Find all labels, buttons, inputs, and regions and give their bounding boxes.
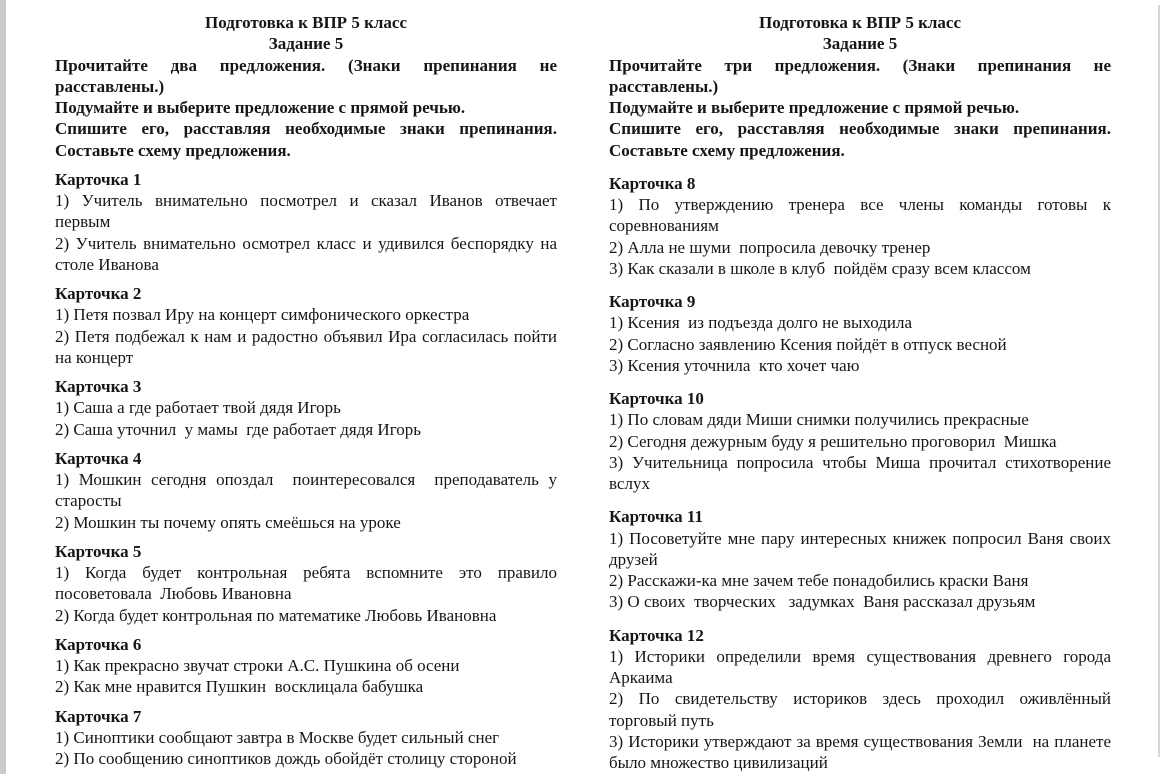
card-title: Карточка 8 (609, 173, 696, 193)
card-item: 2) Согласно заявлению Ксения пойдёт в отпуск весной (609, 334, 1007, 354)
card-item: 2) Алла не шуми попросила девочку тренер (609, 237, 931, 257)
card-item: 2) По свидетельству историков здесь проходил оживлённый торговый путь (609, 689, 1116, 730)
card-title: Карточка 2 (55, 284, 142, 303)
card-item: 1) По утверждению тренера все члены команды готовы к соревнованиям (609, 195, 1116, 236)
card-5 (55, 541, 562, 626)
card-item: 2) Учитель внимательно осмотрел класс и удивился беспорядку на столе Иванова (55, 233, 562, 274)
card-10 (609, 388, 1116, 494)
worksheet-column-left (55, 12, 562, 773)
card-title: Карточка 7 (55, 706, 142, 726)
card-item: 2) Расскажи-ка мне зачем тебе понадобились краски Ваня (609, 571, 1029, 590)
card-item: 3) Ксения уточнила кто хочет чаю (609, 355, 860, 375)
page-title: Подготовка к ВПР 5 класс (759, 13, 961, 32)
card-title: Карточка 11 (609, 507, 703, 527)
page-title: Подготовка к ВПР 5 класс (205, 13, 407, 32)
page-left-edge (0, 0, 6, 774)
instruction-line: Прочитайте два предложения. (Знаки препинания не расставлены.) (55, 55, 557, 96)
instruction-line: Спишите его, расставляя необходимые знаки препинания. Составьте схему предложения. (609, 119, 1111, 160)
instruction-line: Прочитайте три предложения. (Знаки препинания не расставлены.) (609, 55, 1111, 96)
card-item: 3) Учительница попросила чтобы Миша прочитал стихотворение вслух (609, 452, 1116, 493)
card-item: 1) Синоптики сообщают завтра в Москве будет сильный снег (55, 727, 500, 747)
card-2 (55, 283, 562, 368)
instruction-line: Подумайте и выберите предложение с прямой речью. (55, 98, 466, 117)
card-item: 1) Как прекрасно звучат строки А.С. Пушкина об осени (55, 656, 460, 675)
card-item: 2) Мошкин ты почему опять смеёшься на уроке (55, 512, 401, 532)
card-title: Карточка 6 (55, 634, 142, 654)
card-item: 2) Сегодня дежурным буду я решительно проговорил Мишка (609, 431, 1057, 451)
card-4 (55, 448, 562, 533)
card-9 (609, 291, 1111, 376)
card-title: Карточка 4 (55, 448, 142, 468)
card-item: 1) Посоветуйте мне пару интересных книжек попросил Ваня своих друзей (609, 528, 1116, 569)
card-item: 2) Саша уточнил у мамы где работает дядя Игорь (55, 419, 422, 439)
card-item: 3) Как сказали в школе в клуб пойдём сразу всем классом (609, 258, 1031, 278)
card-title: Карточка 3 (55, 377, 142, 396)
card-7 (55, 706, 557, 770)
card-item: 3) О своих творческих задумках Ваня рассказал друзьям (609, 592, 1036, 612)
card-3 (55, 376, 557, 440)
card-item: 2) Петя подбежал к нам и радостно объявил Ира согласилась пойти на концерт (55, 326, 562, 367)
card-1 (55, 169, 562, 275)
card-11 (609, 506, 1116, 612)
card-item: 1) Петя позвал Иру на концерт симфонического оркестра (55, 305, 470, 325)
card-item: 1) Историки определили время существования древнего города Аркаима (609, 646, 1116, 687)
card-item: 2) По сообщению синоптиков дождь обойдёт столицу стороной (55, 749, 517, 768)
card-title: Карточка 5 (55, 541, 142, 561)
card-title: Карточка 1 (55, 169, 142, 189)
card-item: 2) Когда будет контрольная по математике Любовь Ивановна (55, 605, 497, 625)
card-8 (609, 173, 1116, 279)
card-title: Карточка 10 (609, 389, 704, 408)
card-item: 1) Мошкин сегодня опоздал поинтересовался преподаватель у старосты (55, 470, 562, 511)
card-title: Карточка 9 (609, 292, 696, 311)
page-right-edge (1158, 5, 1160, 757)
task-subtitle: Задание 5 (268, 34, 344, 54)
card-item: 1) Когда будет контрольная ребята вспомните это правило посоветовала Любовь Ивановна (55, 563, 562, 604)
task-subtitle: Задание 5 (822, 34, 898, 54)
card-item: 1) Ксения из подъезда долго не выходила (609, 313, 913, 333)
card-12 (609, 625, 1116, 774)
card-item: 1) Саша а где работает твой дядя Игорь (55, 398, 341, 418)
card-item: 2) Как мне нравится Пушкин восклицала бабушка (55, 677, 424, 697)
worksheet-column-right (609, 12, 1116, 773)
instruction-line: Подумайте и выберите предложение с прямой речью. (609, 98, 1020, 117)
instruction-line: Спишите его, расставляя необходимые знаки препинания. Составьте схему предложения. (55, 119, 557, 160)
card-title: Карточка 12 (609, 625, 704, 645)
card-item: 3) Историки утверждают за время существования Земли на планете было множество цивилизаций (609, 731, 1116, 772)
card-6 (55, 634, 557, 698)
card-item: 1) Учитель внимательно посмотрел и сказал Иванов отвечает первым (55, 191, 562, 232)
card-item: 1) По словам дяди Миши снимки получились прекрасные (609, 410, 1029, 430)
